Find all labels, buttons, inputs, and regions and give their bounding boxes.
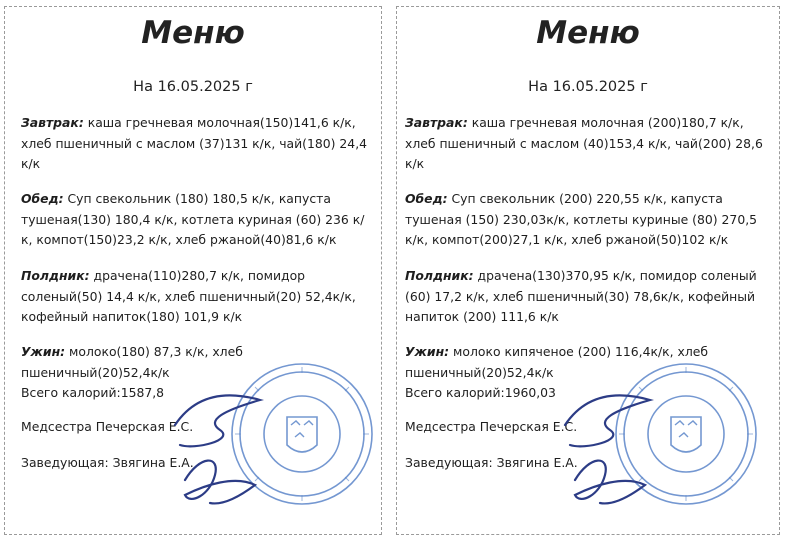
- dinner-text: молоко(180) 87,3 к/к, хлеб пшеничный(20)52,4к/к: [21, 344, 243, 380]
- dinner-text: молоко кипяченое (200) 116,4к/к, хлеб пшеничный(20)52,4к/к: [405, 344, 709, 380]
- snack-label: Полдник:: [405, 268, 474, 283]
- lunch-section: [21, 189, 373, 251]
- head-signature-line: Заведующая: Звягина Е.А.: [21, 455, 194, 470]
- snack-text: драчена(110)280,7 к/к, помидор соленый(50) 14,4 к/к, хлеб пшеничный(20) 52,4к/к, кофейный напиток(180) 101,9 к/к: [21, 268, 356, 324]
- total-calories: Всего калорий:1587,8: [21, 385, 165, 400]
- menu-title: Меню: [141, 15, 245, 51]
- snack-label: Полдник:: [21, 268, 90, 283]
- breakfast-text: каша гречневая молочная(150)141,6 к/к, хлеб пшеничный с маслом (37)131 к/к, чай(180) 24,4 к/к: [21, 115, 368, 171]
- handwritten-signature: [555, 385, 675, 515]
- menu-date: На 16.05.2025 г: [528, 79, 648, 95]
- snack-section: [21, 266, 373, 328]
- lunch-text: Суп свекольник (180) 180,5 к/к, капуста тушеная(130) 180,4 к/к, котлета куриная (60) 236 к/к, компот(150)23,2 к/к, хлеб ржаной(40)81,6 к/к: [21, 191, 365, 247]
- nurse-signature-line: Медсестра Печерская Е.С.: [21, 419, 194, 434]
- dinner-label: Ужин:: [405, 344, 450, 359]
- menu-date: На 16.05.2025 г: [133, 79, 253, 95]
- lunch-label: Обед:: [21, 191, 64, 206]
- head-signature-line: Заведующая: Звягина Е.А.: [405, 455, 578, 470]
- snack-text: драчена(130)370,95 к/к, помидор соленый (60) 17,2 к/к, хлеб пшеничный(30) 78,6к/к, кофейный напиток (200) 111,6 к/к: [405, 268, 757, 324]
- menu-sheet-right: [396, 6, 780, 535]
- menu-sheet-left: [4, 6, 382, 535]
- handwritten-signature: [165, 385, 285, 515]
- breakfast-label: Завтрак:: [21, 115, 84, 130]
- lunch-section: [405, 189, 767, 251]
- breakfast-section: [21, 113, 373, 175]
- breakfast-section: [405, 113, 767, 175]
- lunch-text: Суп свекольник (200) 220,55 к/к, капуста тушеная (150) 230,03к/к, котлеты куриные (80) 270,5 к/к, компот(200)27,1 к/к, хлеб ржаной(50)102 к/к: [405, 191, 758, 247]
- dinner-label: Ужин:: [21, 344, 66, 359]
- total-calories: Всего калорий:1960,03: [405, 385, 556, 400]
- breakfast-text: каша гречневая молочная (200)180,7 к/к, хлеб пшеничный с маслом (40)153,4 к/к, чай(200) 28,6 к/к: [405, 115, 763, 171]
- nurse-signature-line: Медсестра Печерская Е.С.: [405, 419, 578, 434]
- snack-section: [405, 266, 767, 328]
- menu-title: Меню: [536, 15, 640, 51]
- breakfast-label: Завтрак:: [405, 115, 468, 130]
- lunch-label: Обед:: [405, 191, 448, 206]
